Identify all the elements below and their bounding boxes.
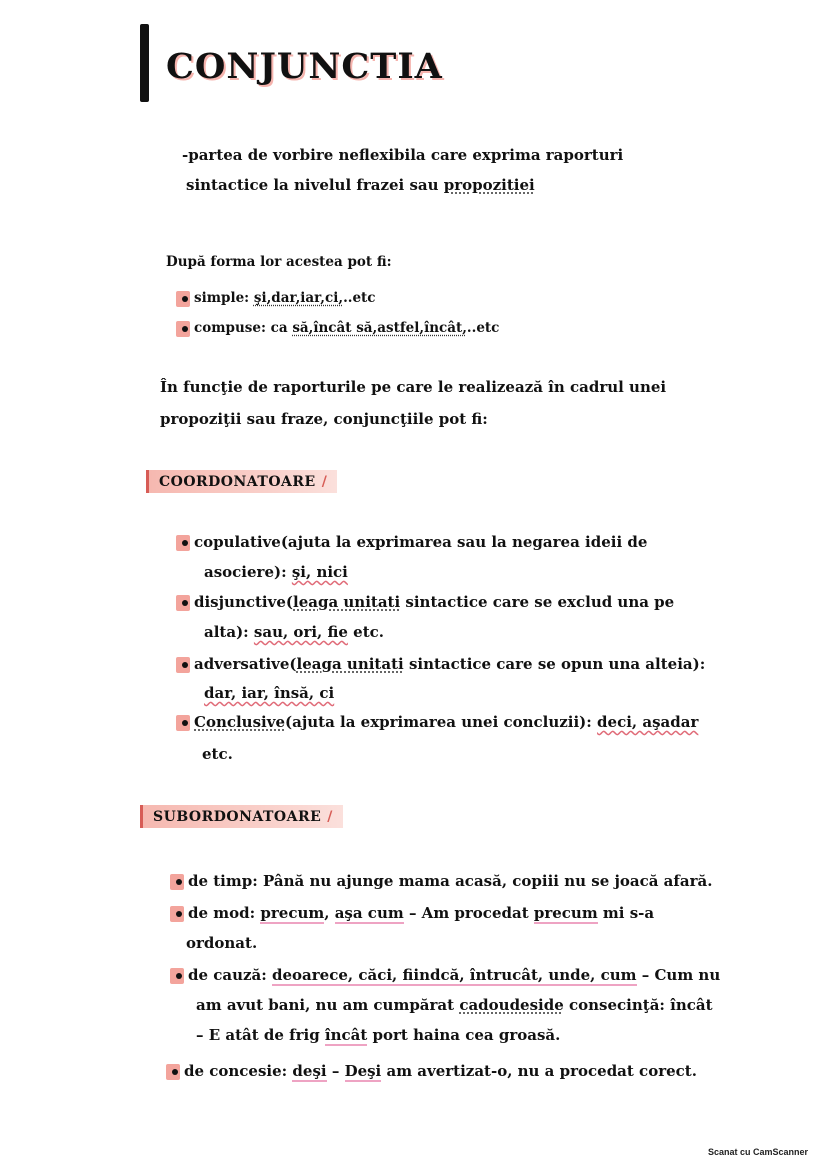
mod-text-1: – Am procedat [403,904,534,922]
copulative-text-2: asociere): [204,563,292,581]
coord-item-copulative-line-2 [204,563,348,581]
coord-item-adversative [176,655,705,673]
disjunctive-text-suffix: sintactice care se exclud una pe [400,593,675,611]
definition-underlined-word: propozitiei [443,176,535,194]
bullet-icon [170,906,184,922]
bullet-icon [176,595,190,611]
conclusive-underlined: Conclusive [194,713,285,731]
page-title: CONJUNCTIA [166,46,443,87]
coord-item-adversative-line-2 [204,684,334,702]
coord-item-disjunctive [176,593,674,611]
bullet-icon [166,1064,180,1080]
cauza-underlined: cadoudeside [459,996,564,1014]
disjunctive-underlined: leaga unitati [293,593,401,611]
adversative-text: adversative( [194,655,297,673]
copulative-text: copulative(ajuta la exprimarea sau la negarea ideii de [194,533,648,551]
sub-item-timp [170,872,712,890]
simple-examples: şi,dar,iar,ci, [253,290,344,306]
concesie-label: de concesie: [184,1062,293,1080]
disjunctive-text: disjunctive( [194,593,293,611]
sub-item-cauza [170,966,720,984]
cauza-examples: deoarece, căci, fiindcă, întrucât, unde, cum [272,966,637,984]
compound-label: compuse: ca [194,320,293,336]
timp-text: Până nu ajunge mama acasă, copiii nu se joacă afară. [263,872,713,890]
mod-example-3: precum [533,904,598,922]
cauza-label: de cauză: [188,966,273,984]
mod-example-2: aşa cum [334,904,404,922]
form-simple-item [176,290,376,307]
title-bar-decoration [140,24,149,102]
cauza-text-3-suffix: port haina cea groasă. [367,1026,561,1044]
bullet-icon [170,968,184,984]
cauza-consecinta: consecinţă: încât [563,996,713,1014]
form-compound-item [176,320,499,337]
scanner-watermark: Scanat cu CamScanner [707,1147,808,1157]
concesie-dash: – [326,1062,345,1080]
function-intro-line-2: propoziţii sau fraze, conjuncţiile pot fi: [160,410,488,428]
disjunctive-examples: sau, ori, fie [253,623,348,641]
simple-label: simple: [194,290,254,306]
form-intro: După forma lor acestea pot fi: [166,254,392,270]
sub-item-cauza-line-3 [196,1026,560,1044]
adversative-underlined: leaga unitati [296,655,404,673]
bullet-icon [176,657,190,673]
mod-separator: , [324,904,335,922]
disjunctive-etc: etc. [347,623,384,641]
bullet-icon [176,321,190,337]
sub-item-mod [170,904,654,922]
concesie-example-1: deşi [292,1062,327,1080]
bullet-icon [176,291,190,307]
sub-item-mod-line-2: ordonat. [186,934,258,952]
bullet-icon [170,874,184,890]
sub-item-cauza-line-2 [196,996,713,1014]
concesie-example-2: Deşi [344,1062,382,1080]
definition-text-2: sintactice la nivelul frazei sau [186,176,444,194]
definition-text-1: -partea de vorbire neflexibila care exprima raporturi [182,146,624,164]
adversative-examples: dar, iar, însă, ci [204,684,335,702]
conclusive-examples: deci, aşadar [597,713,699,731]
copulative-examples: şi, nici [291,563,348,581]
coord-item-conclusive-line-2: etc. [202,745,233,763]
concesie-text: am avertizat-o, nu a procedat corect. [381,1062,697,1080]
heading-subordonatoare: SUBORDONATOARE / [140,805,343,828]
mod-example-1: precum [260,904,325,922]
function-intro-line-1: În funcţie de raporturile pe care le realizează în cadrul unei [160,378,667,396]
coord-item-copulative [176,533,647,551]
cauza-text-3: – E atât de frig [196,1026,325,1044]
conclusive-text: (ajuta la exprimarea unei concluzii): [285,713,598,731]
definition-line-2 [186,176,535,194]
cauza-highlight: încât [324,1026,368,1044]
coord-item-conclusive [176,713,698,731]
adversative-text-suffix: sintactice care se opun una alteia): [403,655,706,673]
sub-item-concesie [166,1062,697,1080]
compound-examples: să,încât să,astfel,încât, [292,320,467,336]
bullet-icon [176,715,190,731]
definition-line-1 [182,146,623,164]
compound-suffix: ..etc [466,320,500,336]
coord-item-disjunctive-line-2 [204,623,384,641]
disjunctive-text-2: alta): [204,623,254,641]
cauza-text-2: am avut bani, nu am cumpărat [196,996,460,1014]
timp-label: de timp: [188,872,263,890]
mod-label: de mod: [188,904,261,922]
heading-coordonatoare: COORDONATOARE / [146,470,337,493]
cauza-text-1: – Cum nu [636,966,721,984]
mod-text-2: mi s-a [597,904,655,922]
simple-suffix: ..etc [343,290,376,306]
bullet-icon [176,535,190,551]
